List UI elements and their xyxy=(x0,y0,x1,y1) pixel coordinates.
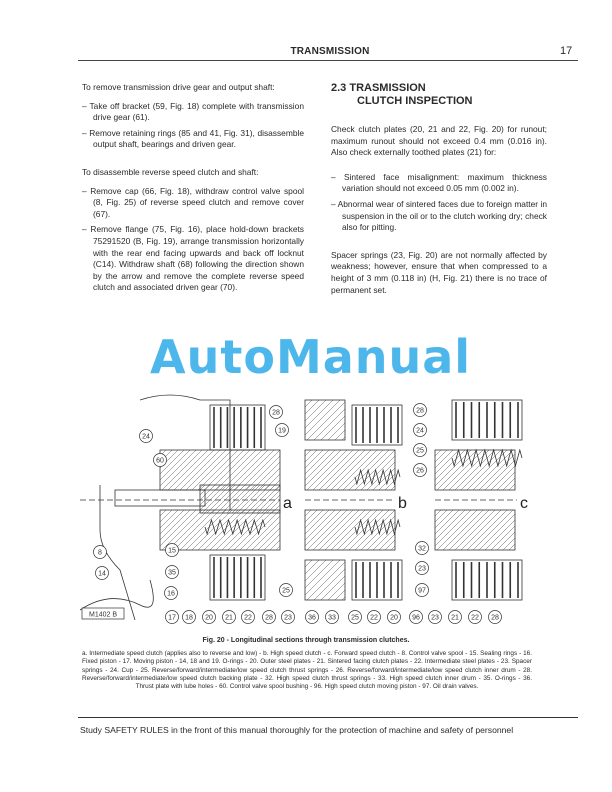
callout-label: 15 xyxy=(168,547,176,555)
clutch-plate-pack xyxy=(452,560,522,600)
hatched-section xyxy=(305,510,395,550)
watermark: AutoManual xyxy=(150,330,472,384)
callout-28 xyxy=(414,404,427,417)
spacer-springs-paragraph: Spacer springs (23, Fig. 20) are not normally affected by weakness; however, ensure that when compressed to a height of 3 mm (0.118 in) (H, Fig. 21) there is no trace of permanent set. xyxy=(331,249,547,295)
callout-28 xyxy=(263,611,276,624)
callout-36 xyxy=(306,611,319,624)
callout-23 xyxy=(416,562,429,575)
section-heading xyxy=(331,82,547,108)
callout-21 xyxy=(223,611,236,624)
right-column xyxy=(331,82,547,303)
callout-label: 18 xyxy=(185,614,193,622)
bullet: – Abnormal wear of sintered faces due to foreign matter in suspension in the oil or to the clutch working dry; check also for pitting. xyxy=(331,198,547,233)
hatched-section xyxy=(305,400,345,440)
step: – Remove flange (75, Fig. 16), place hold-down brackets 75291520 (B, Fig. 19), arrange transmission horizontally with the rear end facing upwards and back off locknut (C14). Withdraw shaft (68) following the direction shown by the arrow and remove the complete reverse speed clutch and associated driven gear (70). xyxy=(82,224,304,293)
callout-label: 19 xyxy=(278,427,286,435)
callout-25 xyxy=(349,611,362,624)
hatched-section xyxy=(305,450,395,490)
callout-24 xyxy=(414,424,427,437)
callout-14 xyxy=(96,567,109,580)
step: – Remove retaining rings (85 and 41, Fig. 31), disassemble output shaft, bearings and driven gear. xyxy=(82,127,304,150)
callout-96 xyxy=(410,611,423,624)
callout-8 xyxy=(94,546,107,559)
intro-reverse-clutch: To disassemble reverse speed clutch and shaft: xyxy=(82,166,259,177)
clutch-plate-pack xyxy=(210,405,265,450)
left-column xyxy=(82,82,304,298)
figure-caption: Fig. 20 - Longitudinal sections through transmission clutches. xyxy=(202,637,410,644)
callout-20 xyxy=(388,611,401,624)
hatched-section xyxy=(200,485,280,513)
callout-19 xyxy=(276,424,289,437)
runout-paragraph: Check clutch plates (20, 21 and 22, Fig. 20) for runout; maximum runout should not exceed 0.4 mm (0.016 in). Also check externally toothed plates (21) for: xyxy=(331,124,547,158)
callout-label: 96 xyxy=(412,614,420,622)
safety-note: Study SAFETY RULES in the front of this manual thoroughly for the protection of machine and safety of personnel xyxy=(80,725,514,735)
intro-drive-gear: To remove transmission drive gear and output shaft: xyxy=(82,82,275,92)
callout-label: 28 xyxy=(491,614,499,622)
callout-35 xyxy=(166,566,179,579)
callout-label: 36 xyxy=(308,614,316,622)
callout-25 xyxy=(414,444,427,457)
callout-26 xyxy=(414,464,427,477)
callout-label: 60 xyxy=(156,457,164,465)
callout-label: 26 xyxy=(416,467,424,475)
callout-label: 25 xyxy=(416,447,424,455)
callout-label: 32 xyxy=(418,545,426,553)
hatched-section xyxy=(305,560,345,600)
hatched-section xyxy=(435,450,515,490)
callout-22 xyxy=(242,611,255,624)
callout-97 xyxy=(416,584,429,597)
callout-label: 17 xyxy=(168,614,176,622)
callout-28 xyxy=(489,611,502,624)
ref-code-text: M1402 B xyxy=(88,611,118,619)
callout-label: 22 xyxy=(244,614,252,622)
callout-label: 21 xyxy=(225,614,233,622)
page-number: 17 xyxy=(560,45,573,57)
callout-25 xyxy=(280,584,293,597)
callout-60 xyxy=(154,454,167,467)
section-title-line1: TRASMISSION xyxy=(349,82,426,94)
callout-label: 20 xyxy=(390,614,398,622)
callout-16 xyxy=(165,587,178,600)
callout-22 xyxy=(368,611,381,624)
callout-label: 21 xyxy=(451,614,459,622)
callout-label: 35 xyxy=(168,569,176,577)
clutch-sections-figure xyxy=(80,390,535,630)
callout-label: 23 xyxy=(418,565,426,573)
callout-label: 22 xyxy=(370,614,378,622)
callout-label: 14 xyxy=(98,570,106,578)
section-title-line2: CLUTCH INSPECTION xyxy=(357,95,473,107)
callout-label: 8 xyxy=(98,549,102,557)
callout-32 xyxy=(416,542,429,555)
section-letter-c: c xyxy=(520,495,528,512)
callout-18 xyxy=(183,611,196,624)
figure-legend: a. Intermediate speed clutch (applies also to reverse and low) - b. High speed clutch - c. Forward speed clutch - 8. Control valve spool - 15. Sealing rings - 16. Fixed piston - 17. Moving piston - 14, 18 and 19. O-rings - 20. Outer steel plates - 21. Sintered facing clutch plates - 22. Intermediate steel plates - 23. Spacer springs - 24. Cup - 25. Reverse/forward/intermediate/low speed clutch thrust springs - 26. Reverse/forward/intermediate/low speed clutch inner drum - 28. Reverse/forward/intermediate/low speed clutch backing plate - 32. High speed clutch thrust springs - 33. High speed clutch inner drum - 35. O-rings - 36. Thrust plate with lube holes - 60. Control valve spool bushing - 96. High speed clutch moving piston - 97. Oil drain valves. xyxy=(82,650,532,691)
callout-20 xyxy=(203,611,216,624)
callout-label: 28 xyxy=(416,407,424,415)
running-header-title: TRANSMISSION xyxy=(290,46,370,57)
callout-28 xyxy=(270,406,283,419)
callout-33 xyxy=(326,611,339,624)
callout-label: 24 xyxy=(416,427,424,435)
spring xyxy=(355,520,400,534)
callout-label: 20 xyxy=(205,614,213,622)
figure-ref-code xyxy=(82,608,124,619)
clutch-plate-pack xyxy=(352,560,402,600)
callout-label: 16 xyxy=(167,590,175,598)
clutch-plate-pack xyxy=(352,405,402,445)
callout-label: 33 xyxy=(328,614,336,622)
clutch-plate-pack xyxy=(452,400,522,440)
section-letter-a: a xyxy=(283,495,292,512)
callout-17 xyxy=(166,611,179,624)
step: – Take off bracket (59, Fig. 18) complete with transmission drive gear (61). xyxy=(82,100,304,123)
clutch-plate-pack xyxy=(210,555,265,600)
callout-23 xyxy=(282,611,295,624)
callout-label: 28 xyxy=(272,409,280,417)
callout-label: 23 xyxy=(284,614,292,622)
step: – Remove cap (66, Fig. 18), withdraw control valve spool (8, Fig. 25) of reverse speed clutch and remove cover (67). xyxy=(82,185,304,219)
header-divider xyxy=(78,60,578,61)
callout-15 xyxy=(166,544,179,557)
callout-label: 25 xyxy=(351,614,359,622)
callout-label: 28 xyxy=(265,614,273,622)
section-number: 2.3 xyxy=(331,82,347,94)
callout-label: 23 xyxy=(431,614,439,622)
footer-divider xyxy=(78,717,578,718)
bullet: – Sintered face misalignment: maximum thickness variation should not exceed 0.05 mm (0.002 in). xyxy=(331,171,547,194)
callout-label: 25 xyxy=(282,587,290,595)
hatched-section xyxy=(435,510,515,550)
hatched-section xyxy=(160,510,280,550)
hatched-section xyxy=(160,450,280,490)
callout-label: 97 xyxy=(418,587,426,595)
callout-22 xyxy=(469,611,482,624)
callout-label: 24 xyxy=(142,433,150,441)
section-letter-b: b xyxy=(398,495,407,512)
callout-21 xyxy=(449,611,462,624)
callout-label: 22 xyxy=(471,614,479,622)
callout-24 xyxy=(140,430,153,443)
callout-23 xyxy=(429,611,442,624)
